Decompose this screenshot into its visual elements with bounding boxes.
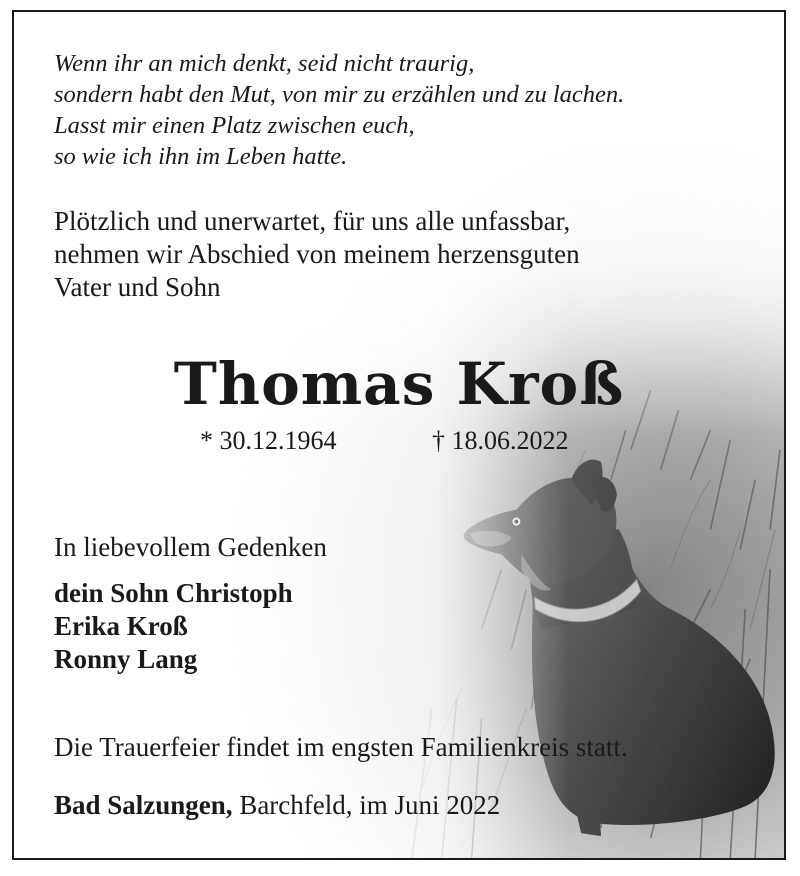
poem-line: sondern habt den Mut, von mir zu erzählen und zu lachen. — [54, 81, 625, 108]
poem-verse — [54, 48, 624, 172]
poem-line: Lasst mir einen Platz zwischen euch, — [54, 112, 415, 139]
obituary-frame — [12, 10, 786, 860]
announcement-line: Plötzlich und unerwartet, für uns alle unfassbar, — [54, 206, 571, 236]
remembrance-heading: In liebevollem Gedenken — [54, 532, 327, 562]
poem-line: Wenn ihr an mich denkt, seid nicht traurig, — [54, 50, 475, 77]
place-rest: Barchfeld, im Juni 2022 — [232, 790, 501, 820]
announcement-line: Vater und Sohn — [54, 272, 221, 302]
announcement-line: nehmen wir Abschied von meinem herzensguten — [54, 239, 580, 269]
mourners-list — [54, 577, 293, 676]
birth-date: * 30.12.1964 — [200, 426, 337, 455]
mourner-name: Erika Kroß — [54, 611, 188, 641]
poem-line: so wie ich ihn im Leben hatte. — [54, 143, 348, 170]
announcement-text — [54, 205, 580, 304]
place-and-date — [54, 790, 500, 821]
mourner-name: dein Sohn Christoph — [54, 578, 293, 608]
deceased-name: Thomas Kroß — [173, 350, 625, 418]
place-bold: Bad Salzungen, — [54, 790, 233, 820]
death-date: † 18.06.2022 — [432, 426, 569, 455]
funeral-notice: Die Trauerfeier findet im engsten Familienkreis statt. — [54, 732, 628, 762]
mourner-name: Ronny Lang — [54, 644, 198, 674]
